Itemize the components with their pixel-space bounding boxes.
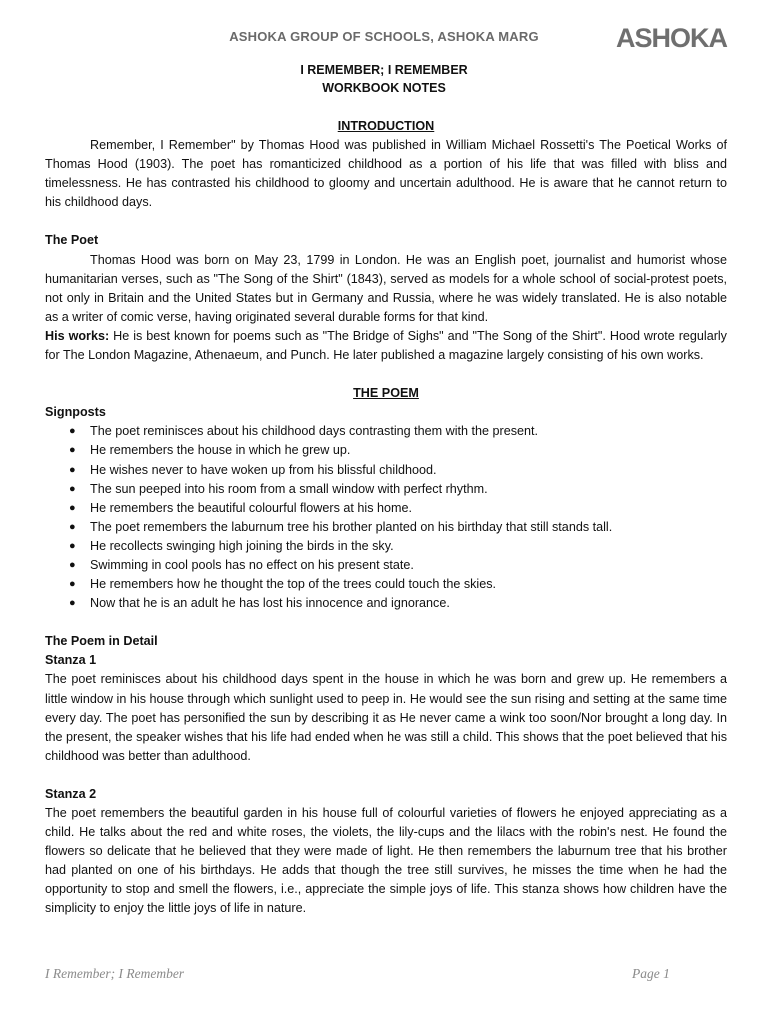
introduction-text: Remember, I Remember" by Thomas Hood was published in William Michael Rossetti's The Poetical Works of Thomas Hood (1903). The poet has romanticized childhood as a portion of his life that was filled with bliss and timelessness. He has contrasted his childhood to gloomy and uncertain adulthood. He is aware that he cannot return to his childhood days.: [45, 138, 727, 210]
stanza-2-heading: Stanza 2: [45, 786, 97, 801]
signposts-heading: Signposts: [45, 405, 106, 420]
stanza-1-heading: Stanza 1: [45, 653, 97, 668]
list-item: ● He remembers the beautiful colourful flowers at his home.: [45, 499, 727, 518]
stanza-1-text: The poet reminisces about his childhood days spent in the house in which he was born and grew up. He remembers a little window in his house through which sunlight used to peep in. He would see the sun rising and setting at the same time every day. The poet has personified the sun by describing it as He never came a wink too soon/Nor brought a long day. In the present, the speaker wishes that his life had ended when he was still a child. This shows that the poet believed that his childhood was better than adulthood.: [45, 672, 727, 763]
works-label: His works:: [45, 328, 110, 343]
bullet-icon: ●: [69, 578, 76, 591]
list-item: ● The poet reminisces about his childhood days contrasting them with the present.: [45, 422, 727, 441]
bullet-icon: ●: [69, 482, 76, 495]
bullet-icon: ●: [69, 597, 76, 610]
page-number: Page 1: [632, 966, 670, 981]
bullet-icon: ●: [69, 501, 76, 514]
stanza-2-text: The poet remembers the beautiful garden in his house full of colourful varieties of flowers he enjoyed appreciating as a child. He talks about the red and white roses, the violets, the lily-cups and the lilacs with the robin's nest. He found the flowers so delicate that he believed that they were made of light. He then remembers the laburnum tree that his brother had planted on one of his birthdays. He adds that though the tree still survives, he misses the time when he had the opportunity to stop and smell the flowers, i.e., appreciate the simple joys of life. This stanza shows how children have the simplicity to enjoy the little joys of life in nature.: [45, 806, 727, 916]
bullet-icon: ●: [69, 539, 76, 552]
school-header: ASHOKA GROUP OF SCHOOLS, ASHOKA MARG: [229, 29, 539, 44]
title-line-2: WORKBOOK NOTES: [322, 81, 446, 95]
list-item: ● He wishes never to have woken up from his blissful childhood.: [45, 461, 727, 480]
signposts-list: [45, 422, 727, 613]
svg-text:ASHOKA: ASHOKA: [616, 23, 728, 52]
poem-detail-heading: The Poem in Detail: [45, 634, 158, 649]
list-item: ● He remembers the house in which he grew up.: [45, 441, 727, 460]
poem-heading: THE POEM: [353, 386, 419, 401]
bullet-icon: ●: [69, 520, 76, 533]
poet-text: Thomas Hood was born on May 23, 1799 in London. He was an English poet, journalist and humorist whose humanitarian verses, such as "The Song of the Shirt" (1843), served as models for a whole school of social-protest poets, not only in Britain and the United States but in Germany and Russia, where he was widely translated. He is also notable as a writer of comic verse, having originated several durable forms for that kind.: [45, 252, 727, 324]
footer-title: I Remember; I Remember: [45, 966, 185, 981]
list-item: ● Swimming in cool pools has no effect on his present state.: [45, 556, 727, 575]
list-item: ● He remembers how he thought the top of the trees could touch the skies.: [45, 575, 727, 594]
ashoka-logo: [616, 22, 742, 52]
document-body: [45, 117, 727, 919]
bullet-icon: ●: [69, 444, 76, 457]
list-item: ● Now that he is an adult he has lost his innocence and ignorance.: [45, 594, 727, 613]
list-item: ● The sun peeped into his room from a small window with perfect rhythm.: [45, 480, 727, 499]
works-text: He is best known for poems such as "The Bridge of Sighs" and "The Song of the Shirt". Hood wrote regularly for The London Magazine, Athenaeum, and Punch. He later published a magazine largely consisting of his own works.: [45, 328, 727, 363]
document-title: [0, 61, 768, 97]
poet-heading: The Poet: [45, 233, 99, 248]
poet-works: [45, 327, 727, 365]
bullet-icon: ●: [69, 558, 76, 571]
list-item: ● He recollects swinging high joining the birds in the sky.: [45, 537, 727, 556]
bullet-icon: ●: [69, 463, 76, 476]
list-item: ● The poet remembers the laburnum tree his brother planted on his birthday that still stands tall.: [45, 518, 727, 537]
title-line-1: I REMEMBER; I REMEMBER: [300, 63, 468, 77]
bullet-icon: ●: [69, 425, 76, 438]
introduction-heading: INTRODUCTION: [337, 119, 435, 133]
